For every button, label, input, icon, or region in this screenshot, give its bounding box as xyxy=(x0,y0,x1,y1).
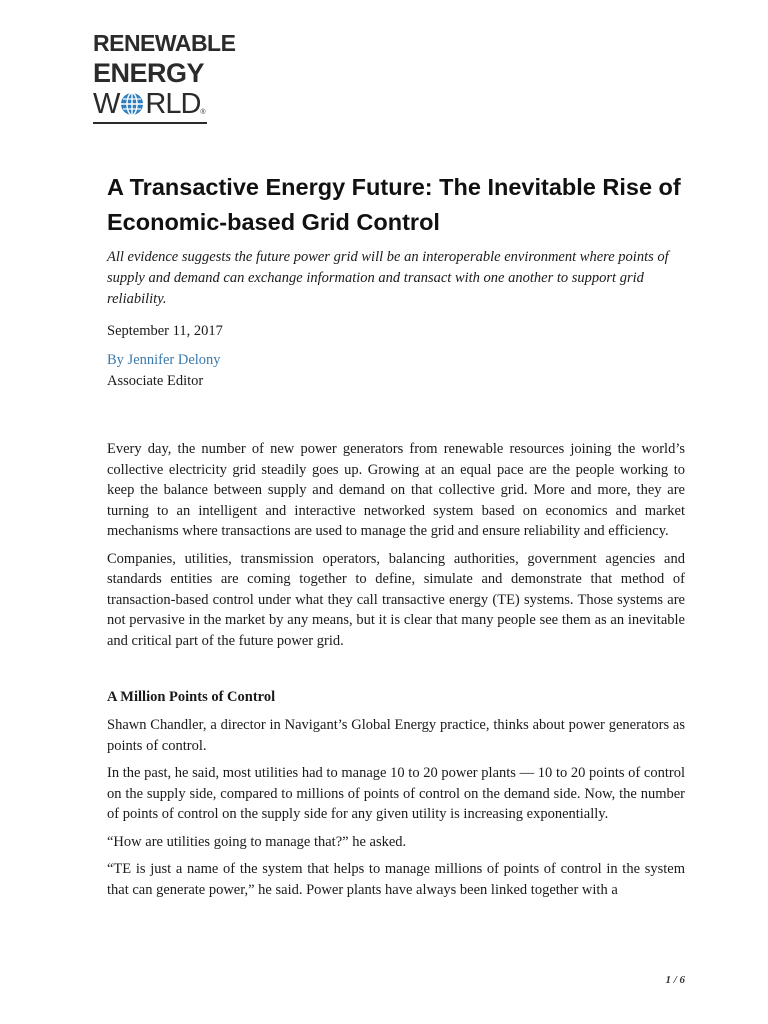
author-role: Associate Editor xyxy=(107,373,204,389)
logo-world-w: W xyxy=(93,87,120,120)
logo-registered-mark: ® xyxy=(200,109,205,116)
paragraph: Every day, the number of new power generators from renewable resources joining the world’s collective electricity grid steadily goes up. Growing at an equal pace are the people working to keep the balance between supply and demand on that collective grid. More and more, they are turning to an intelligent and interactive networked system based on economics and market mechanisms where transactions are used to manage the grid and ensure reliability and efficiency. xyxy=(107,441,685,539)
logo-line-energy: ENERGY xyxy=(93,58,205,88)
page-indicator: 1 / 6 xyxy=(665,974,685,986)
globe-icon xyxy=(120,92,144,116)
logo-line-world xyxy=(93,88,211,120)
article-subtitle: All evidence suggests the future power grid will be an interoperable environment where points of supply and demand can exchange information and transact with one another to support grid reliability. xyxy=(107,249,669,307)
section-heading: A Million Points of Control xyxy=(107,689,276,705)
author-link[interactable]: By Jennifer Delony xyxy=(107,352,221,368)
article xyxy=(107,170,685,900)
logo-underline xyxy=(93,122,207,124)
paragraph: “How are utilities going to manage that?” he asked. xyxy=(107,833,407,850)
logo-line-renewable: RENEWABLE xyxy=(93,30,236,56)
paragraph: Shawn Chandler, a director in Navigant’s Global Energy practice, thinks about power generators as points of control. xyxy=(107,717,685,754)
logo-world-rld: RLD xyxy=(145,87,201,120)
article-date: September 11, 2017 xyxy=(107,323,223,339)
paragraph: “TE is just a name of the system that helps to manage millions of points of control in the system that can generate power,” he said. Power plants have always been linked together with a xyxy=(107,861,685,898)
paragraph: In the past, he said, most utilities had to manage 10 to 20 power plants — 10 to 20 points of control on the supply side, compared to millions of points of control on the demand side. Now, the number of points of control on the supply side for any given utility is increasing exponentially. xyxy=(107,765,685,822)
renewable-energy-world-logo xyxy=(93,28,236,124)
article-title: A Transactive Energy Future: The Inevitable Rise of Economic-based Grid Control xyxy=(107,174,681,235)
paragraph: Companies, utilities, transmission operators, balancing authorities, government agencies and standards entities are coming together to define, simulate and demonstrate that method of transaction-based control under what they call transactive energy (TE) systems. Those systems are not pervasive in the market by any means, but it is clear that many people see them as an inevitable and critical part of the future power grid. xyxy=(107,550,685,649)
